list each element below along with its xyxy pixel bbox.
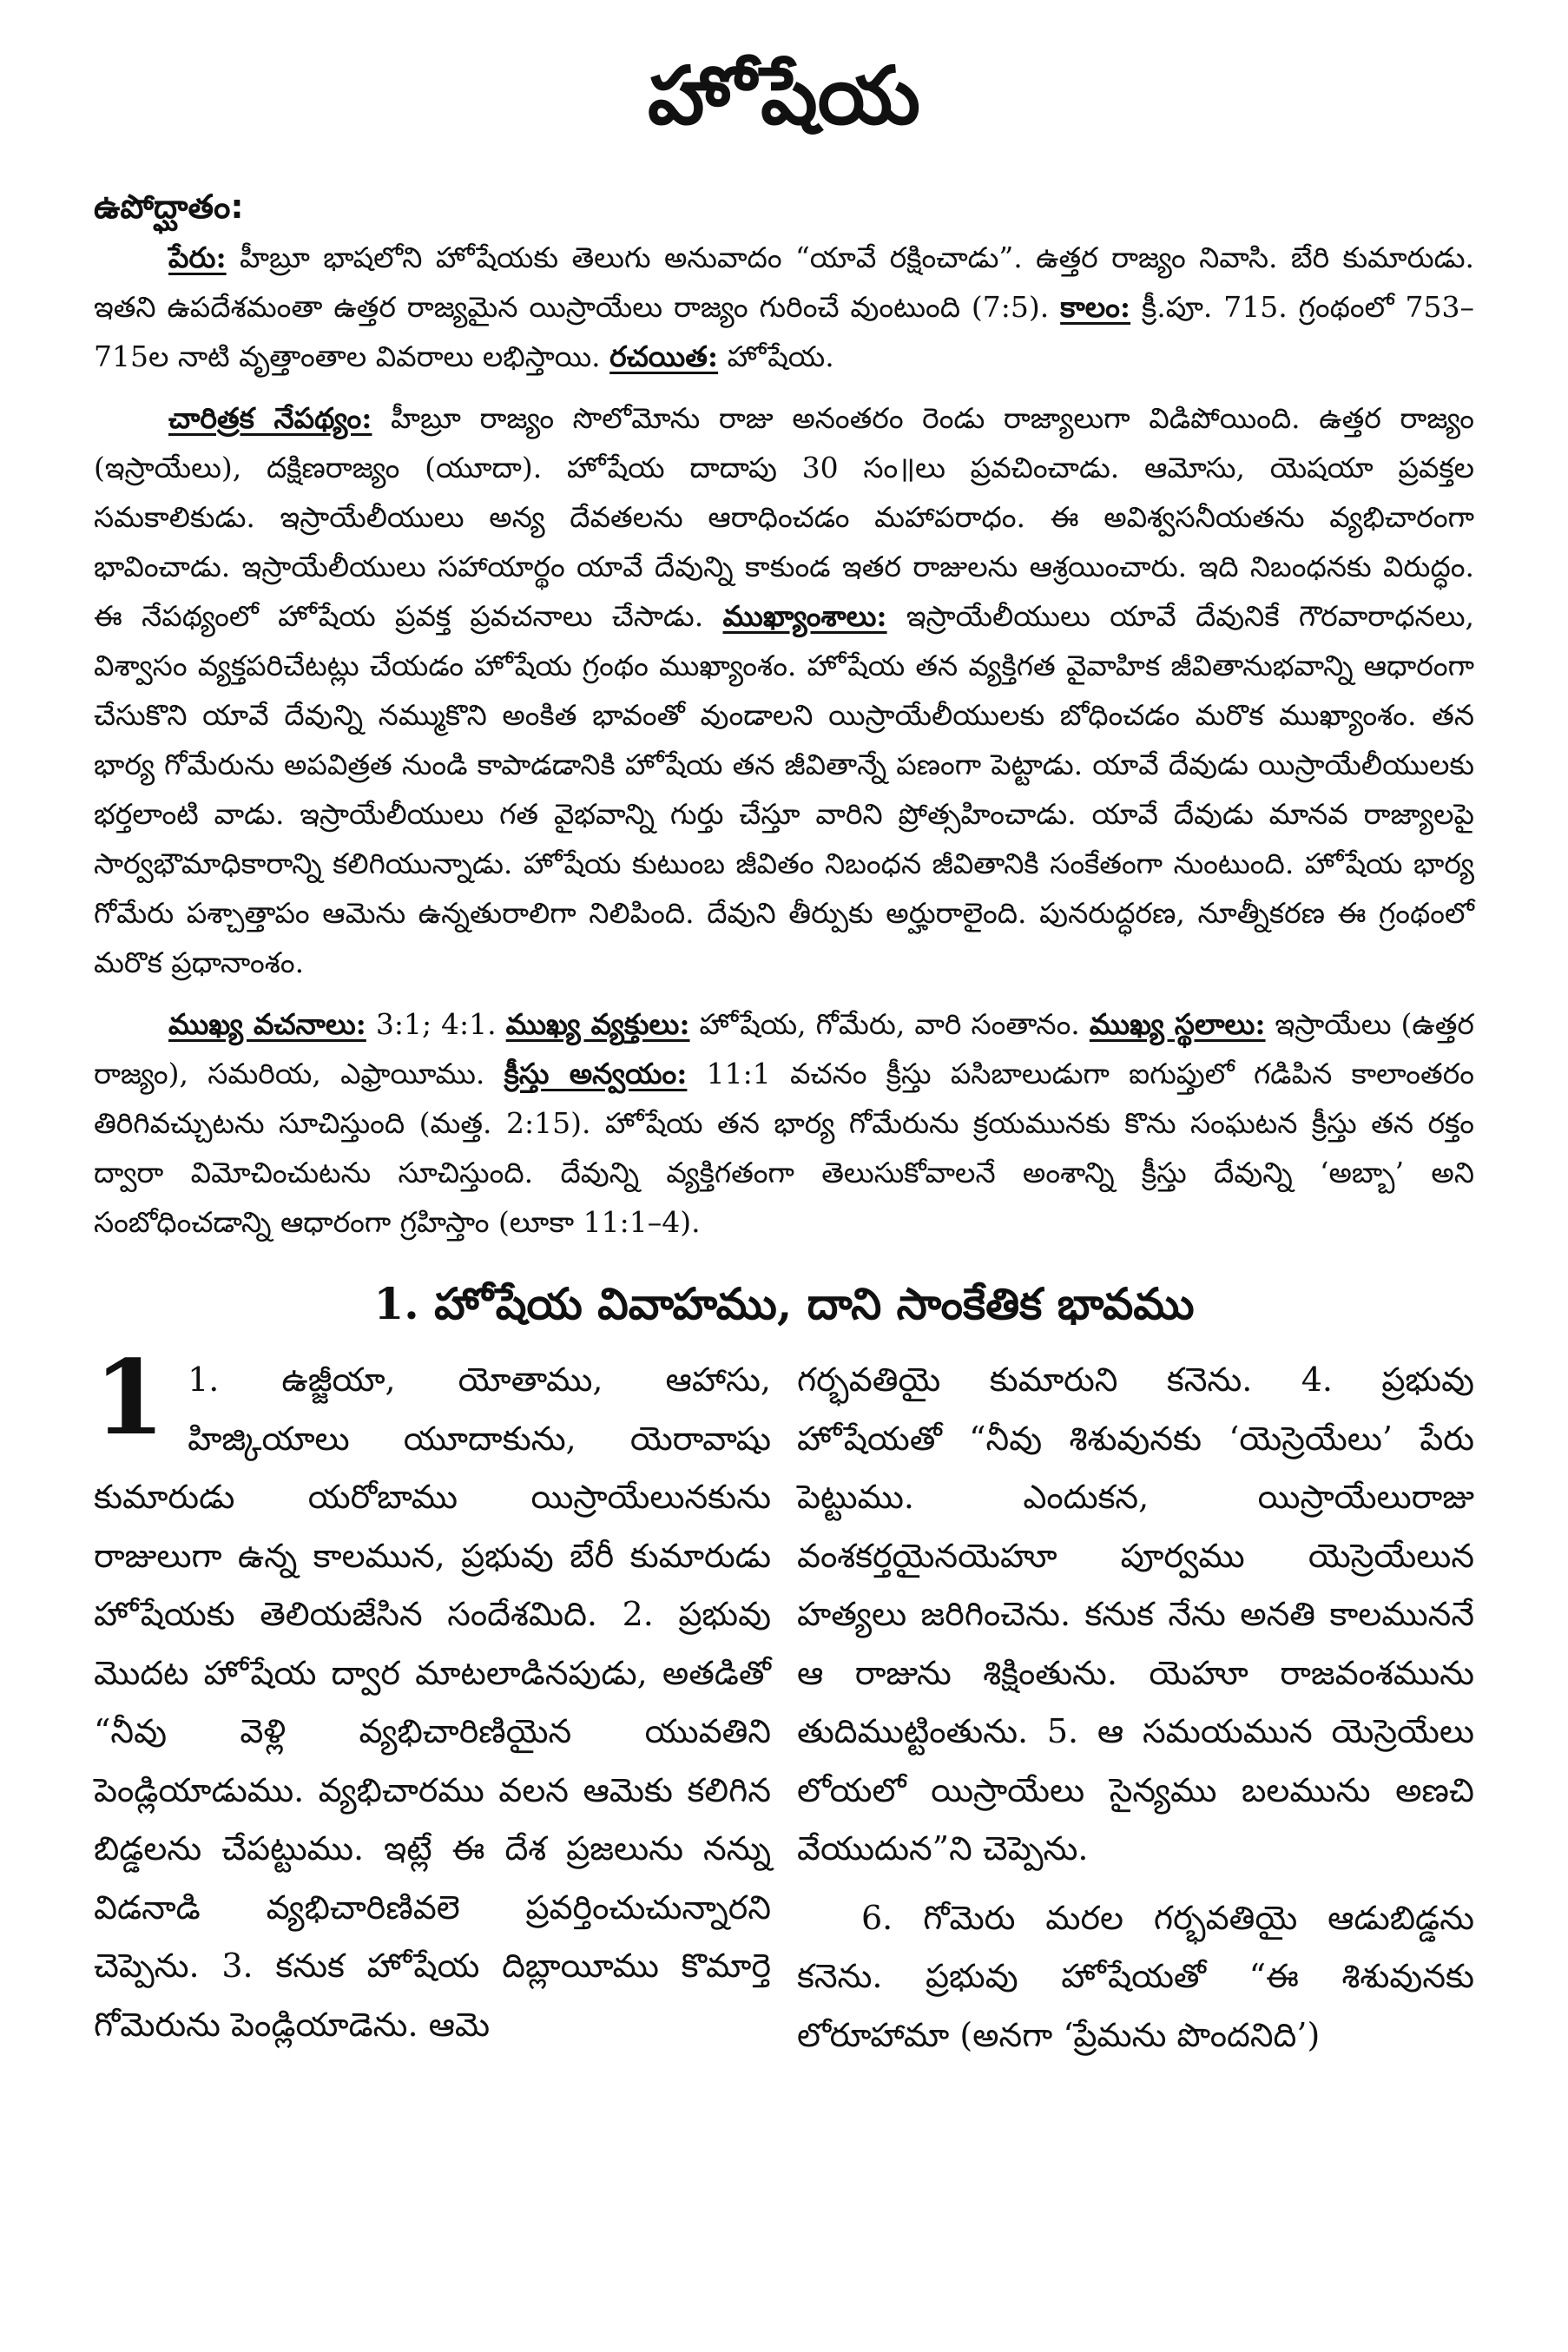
text-history: హీబ్రూ రాజ్యం సొలోమోను రాజు అనంతరం రెండు రాజ్యాలుగా విడిపోయింది. ఉత్తర రాజ్యం (ఇస్రాయేలు), దక్షిణరాజ్యం (యూదా). హోషేయ దాదాపు 30 సం॥లు ప్రవచించాడు. ఆమోసు, యెషయా ప్రవక్తల సమకాలికుడు. ఇస్రాయేలీయులు అన్య దేవతలను ఆరాధించడం మహాపరాధం. ఈ అవిశ్వసనీయతను వ్యభిచారంగా భావించాడు. ఇస్రాయేలీయులు సహాయార్థం యావే దేవున్ని కాకుండ ఇతర రాజులను ఆశ్రయించారు. ఇది నిబంధనకు విరుద్ధం. ఈ నేపథ్యంలో హోషేయ ప్రవక్త ప్రవచనాలు చేసాడు. (94, 401, 1474, 633)
text-key-places: ఇస్రాయేలు (ఉత్తర రాజ్యం), సమరియ, ఎఫ్రాయీము. (94, 1007, 1474, 1090)
text-themes: ఇస్రాయేలీయులు యావే దేవునికే గౌరవారాధనలు, విశ్వాసం వ్యక్తపరిచేటట్లు చేయడం హోషేయ గ్రంథం ముఖ్యాంశం. హోషేయ తన వ్యక్తిగత వైవాహిక జీవితానుభవాన్ని ఆధారంగా చేసుకొని యావే దేవున్ని నమ్ముకొని అంకిత భావంతో వుండాలని యిస్రాయేలీయులకు బోధించడం మరొక ముఖ్యాంశం. తన భార్య గోమేరును అపవిత్రత నుండి కాపాడడానికి హోషేయ తన జీవితాన్నే పణంగా పెట్టాడు. యావే దేవుడు యిస్రాయేలీయులకు భర్తలాంటి వాడు. ఇస్రాయేలీయులు గత వైభవాన్ని గుర్తు చేస్తూ వారిని ప్రోత్సహించాడు. యావే దేవుడు మానవ రాజ్యాలపై సార్వభౌమాధికారాన్ని కలిగియున్నాడు. హోషేయ కుటుంబ జీవితం నిబంధన జీవితానికి సంకేతంగా నుంటుంది. హోషేయ భార్య గోమేరు పశ్చాత్తాపం ఆమెను ఉన్నతురాలిగా నిలిపింది. దేవుని తీర్పుకు అర్హురాలైంది. పునరుద్ధరణ, నూత్నీకరణ ఈ గ్రంథంలో మరొక ప్రధానాంశం. (94, 599, 1474, 979)
intro-heading: ఉపోద్ఘాతం: (94, 188, 244, 226)
verses-3-5: గర్భవతియై కుమారుని కనెను. 4. ప్రభువు హోషేయతో “నీవు శిశువునకు ‘యెస్రెయేలు’ పేరు పెట్టుము. ఎందుకన, యిస్రాయేలురాజు వంశకర్తయైనయెహూ పూర్వము యెస్రెయేలున హత్యలు జరిగించెను. కనుక నేను అనతి కాలముననే ఆ రాజును శిక్షింతును. యెహూ రాజవంశమును తుదిముట్టింతును. 5. ఆ సమయమున యెస్రెయేలు లోయలో యిస్రాయేలు సైన్యము బలమును అణచి వేయుదున”ని చెప్పెను. (797, 1360, 1474, 1868)
label-time: కాలం: (1060, 290, 1131, 324)
text-author: హోషేయ. (718, 339, 834, 373)
label-key-verses: ముఖ్య వచనాలు: (168, 1007, 366, 1041)
left-column-text: 1. ఉజ్జీయా, యోతాము, ఆహాసు, హిజ్కియాలు యూదాకును, యెరావాషు కుమారుడు యరోబాము యిస్రాయేలునకును రాజులుగా ఉన్న కాలమున, ప్రభువు బేరీ కుమారుడు హోషేయకు తెలియజేసిన సందేశమిది. 2. ప్రభువు మొదట హోషేయ ద్వార మాటలాడినపుడు, అతడితో “నీవు వెళ్లి వ్యభిచారిణియైన యువతిని పెండ్లియాడుము. వ్యభిచారము వలన ఆమెకు కలిగిన బిడ్డలను చేపట్టుము. ఇట్లే ఈ దేశ ప్రజలును నన్ను విడనాడి వ్యభిచారిణివలె ప్రవర్తించుచున్నారని చెప్పెను. 3. కనుక హోషేయ దిబ్లాయీము కొమార్తె గోమెరును పెండ్లియాడెను. ఆమె (94, 1360, 771, 2044)
text-time: క్రీ.పూ. 715. గ్రంథంలో 753–715ల నాటి వృత్తాంతాల వివరాలు లభిస్తాయి. (94, 290, 1474, 373)
label-history: చారిత్రక నేపథ్యం: (168, 401, 372, 435)
text-name: హీబ్రూ భాషలోని హోషేయకు తెలుగు అనువాదం “యావే రక్షించాడు”. ఉత్తర రాజ్యం నివాసి. బేరి కుమారుడు. ఇతని ఉపదేశమంతా ఉత్తర రాజ్యమైన యిస్రాయేలు రాజ్యం గురించే వుంటుంది (7:5). (94, 240, 1474, 324)
intro-paragraph-keys (94, 999, 1474, 1247)
two-column-text (94, 1337, 1474, 2065)
chapter-number: 1 (94, 1337, 166, 1458)
label-christ-application: క్రీస్తు అన్వయం: (504, 1057, 688, 1090)
label-author: రచయిత: (609, 339, 719, 373)
text-key-persons: హోషేయ, గోమేరు, వారి సంతానం. (689, 1007, 1090, 1041)
label-key-persons: ముఖ్య వ్యక్తులు: (505, 1007, 690, 1041)
chapter-1-verses-1-3 (94, 1337, 771, 2054)
label-themes: ముఖ్యాంశాలు: (722, 599, 887, 633)
label-name: పేరు: (168, 240, 227, 274)
text-key-verses: 3:1; 4:1. (366, 1007, 506, 1041)
text-christ-application: 11:1 వచనం క్రీస్తు పసిబాలుడుగా ఐగుప్తులో గడిపిన కాలాంతరం తిరిగివచ్చుటను సూచిస్తుంది (మత్త. 2:15). హోషేయ తన భార్య గోమేరును క్రయమునకు కొను సంఘటన క్రీస్తు తన రక్తం ద్వారా విమోచించుటను సూచిస్తుంది. దేవున్ని వ్యక్తిగతంగా తెలుసుకోవాలనే అంశాన్ని క్రీస్తు దేవున్ని ‘అబ్బా’ అని సంబోధించడాన్ని ఆధారంగా గ్రహిస్తాం (లూకా 11:1–4). (94, 1057, 1475, 1239)
label-key-places: ముఖ్య స్థలాలు: (1089, 1007, 1266, 1041)
left-column (94, 1337, 771, 2065)
verse-6: 6. గోమెరు మరల గర్భవతియై ఆడుబిడ్డను కనెను. ప్రభువు హోషేయతో “ఈ శిశువునకు లోరూహామా (అనగా ‘ప్రేమను పొందనిది’) (797, 1898, 1474, 2054)
intro-paragraph-name-time-author (94, 233, 1474, 381)
section-title: 1. హోషేయ వివాహము, దాని సాంకేతిక భావము (373, 1278, 1195, 1329)
intro-paragraph-history (94, 393, 1474, 987)
right-column (797, 1351, 1474, 2065)
book-title: హోషేయ (648, 49, 920, 142)
